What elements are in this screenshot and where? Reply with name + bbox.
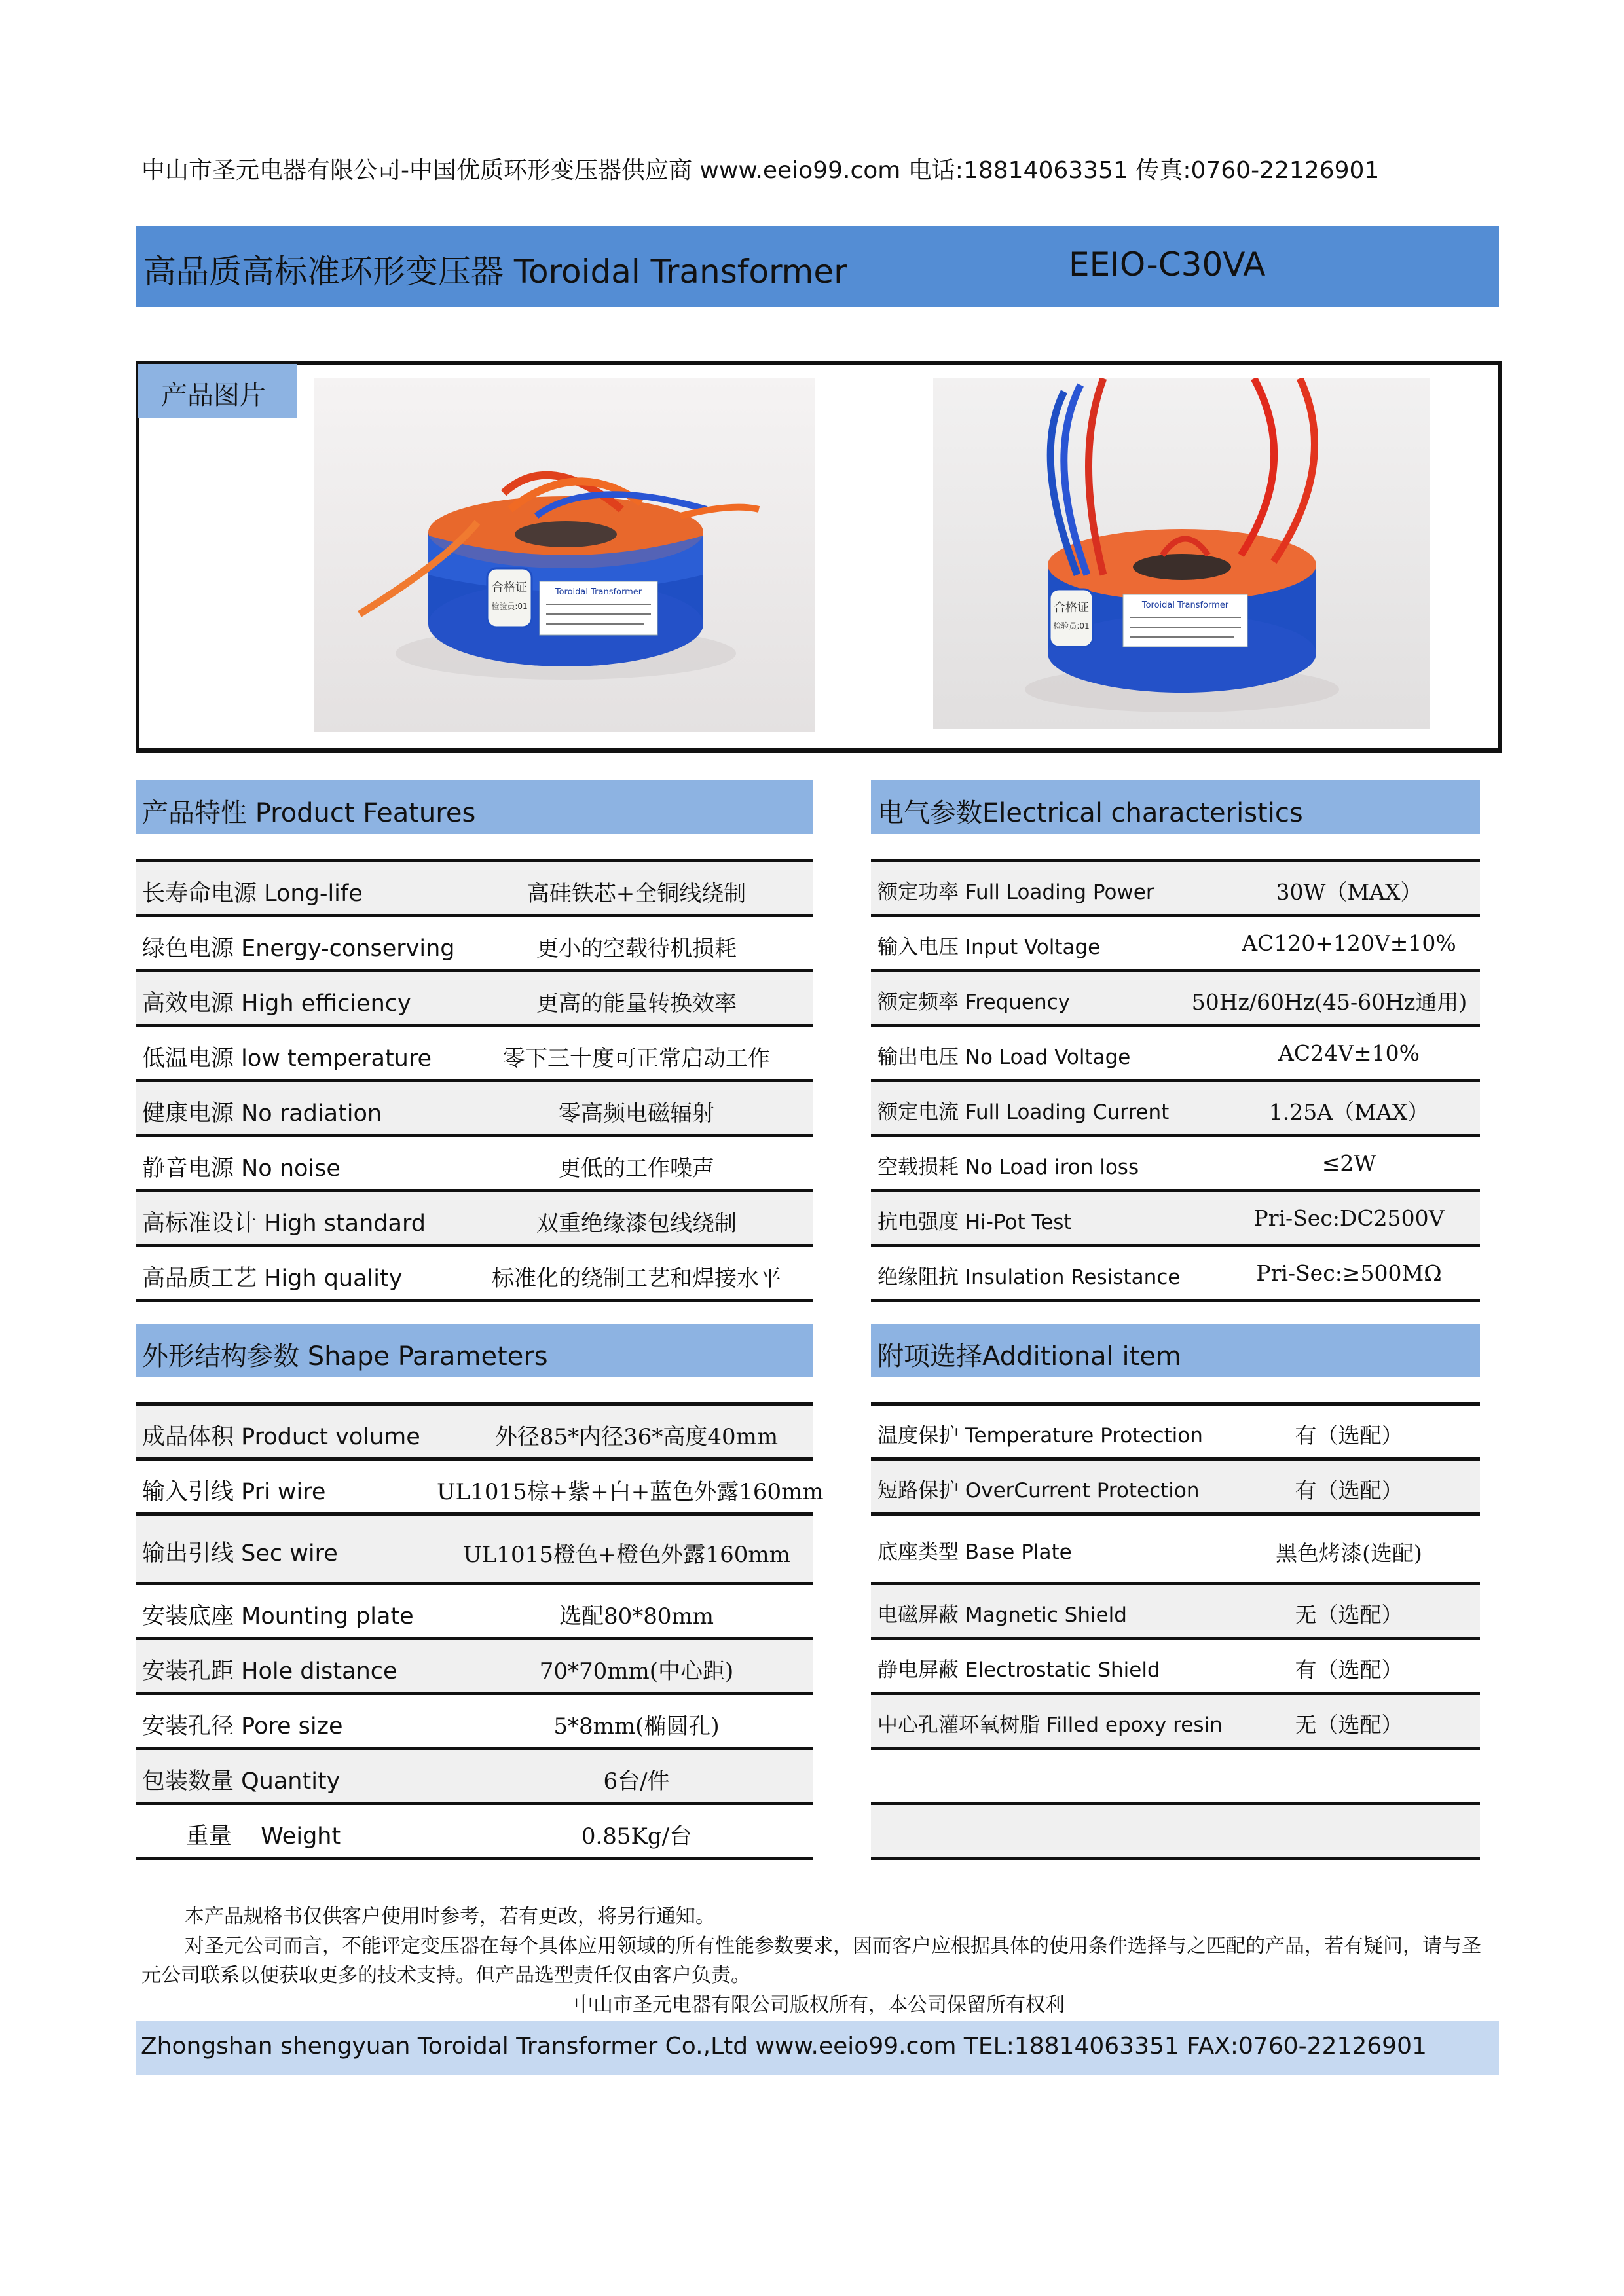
electrical-title: 电气参数Electrical characteristics bbox=[877, 798, 1303, 828]
electrical-table bbox=[871, 859, 1480, 1302]
table-row bbox=[136, 1247, 813, 1302]
copyright-line: 中山市圣元电器有限公司版权所有，本公司保留所有权利 bbox=[574, 1994, 1065, 2016]
features-section-header bbox=[136, 780, 813, 834]
table-row bbox=[871, 1750, 1480, 1805]
table-row bbox=[871, 862, 1480, 917]
row-label: 空载损耗 No Load iron loss bbox=[877, 1156, 1139, 1179]
row-label: 绝缘阻抗 Insulation Resistance bbox=[877, 1266, 1181, 1289]
row-value: 高硅铁芯+全铜线绕制 bbox=[526, 881, 747, 907]
row-value: 6台/件 bbox=[603, 1768, 670, 1795]
row-value: 更小的空载待机损耗 bbox=[536, 936, 737, 962]
row-label: 短路保护 OverCurrent Protection bbox=[877, 1479, 1200, 1503]
table-row bbox=[871, 1461, 1480, 1516]
row-value: 30W（MAX） bbox=[1276, 879, 1422, 905]
row-value: 有（选配） bbox=[1295, 1657, 1403, 1683]
row-label: 抗电强度 Hi-Pot Test bbox=[877, 1211, 1072, 1234]
row-label: 高效电源 High efficiency bbox=[142, 991, 411, 1017]
toroidal-transformer-image bbox=[933, 378, 1430, 729]
row-value: 选配80*80mm bbox=[559, 1603, 714, 1630]
row-label: 额定频率 Frequency bbox=[877, 991, 1071, 1014]
qc-badge-text: 合格证 bbox=[1054, 601, 1089, 615]
footer-bar bbox=[136, 2021, 1499, 2075]
row-value: 零下三十度可正常启动工作 bbox=[503, 1046, 770, 1072]
row-value: 有（选配） bbox=[1295, 1423, 1403, 1448]
table-row bbox=[871, 917, 1480, 972]
table-row bbox=[871, 1406, 1480, 1461]
table-row bbox=[136, 1082, 813, 1137]
table-row bbox=[136, 862, 813, 917]
qc-badge-sub: 检验员:01 bbox=[1053, 621, 1090, 630]
table-row bbox=[871, 1247, 1480, 1302]
table-row bbox=[136, 1750, 813, 1805]
row-value: 更高的能量转换效率 bbox=[536, 991, 737, 1017]
row-value: 有（选配） bbox=[1295, 1478, 1403, 1503]
row-label: 低温电源 low temperature bbox=[142, 1046, 432, 1072]
row-value: UL1015橙色+橙色外露160mm bbox=[463, 1542, 790, 1568]
table-row bbox=[871, 1082, 1480, 1137]
table-row bbox=[136, 1137, 813, 1192]
disclaimer-notes bbox=[141, 1902, 1497, 2020]
row-value: 无（选配） bbox=[1295, 1602, 1403, 1628]
table-row bbox=[136, 1585, 813, 1640]
row-label: 安装孔径 Pore size bbox=[142, 1713, 343, 1740]
row-label: 安装孔距 Hole distance bbox=[142, 1658, 397, 1685]
row-label: 中心孔灌环氧树脂 Filled epoxy resin bbox=[877, 1713, 1223, 1737]
row-label: 输出电压 No Load Voltage bbox=[877, 1046, 1131, 1069]
row-value: 50Hz/60Hz(45-60Hz通用) bbox=[1191, 989, 1467, 1015]
row-value: 无（选配） bbox=[1295, 1712, 1403, 1738]
product-photo-left bbox=[314, 378, 815, 732]
shape-title: 外形结构参数 Shape Parameters bbox=[142, 1341, 548, 1372]
title-bar bbox=[136, 226, 1499, 307]
features-title: 产品特性 Product Features bbox=[142, 798, 476, 828]
row-label: 静音电源 No noise bbox=[142, 1156, 341, 1182]
shape-table bbox=[136, 1402, 824, 1860]
row-label: 高标准设计 High standard bbox=[142, 1211, 426, 1237]
row-value: 更低的工作噪声 bbox=[559, 1156, 714, 1182]
row-label: 包装数量 Quantity bbox=[142, 1768, 341, 1795]
electrical-section-header bbox=[871, 780, 1480, 834]
note-line-1: 本产品规格书仅供客户使用时参考，若有更改，将另行通知。 bbox=[185, 1905, 715, 1928]
table-row bbox=[136, 1027, 813, 1082]
row-value: AC120+120V±10% bbox=[1242, 930, 1456, 956]
row-label: 绿色电源 Energy-conserving bbox=[142, 936, 455, 962]
row-label: 健康电源 No radiation bbox=[142, 1101, 382, 1127]
table-row bbox=[136, 1406, 813, 1461]
row-label: 静电屏蔽 Electrostatic Shield bbox=[877, 1658, 1160, 1682]
table-row bbox=[871, 972, 1480, 1027]
row-label: 输入引线 Pri wire bbox=[142, 1479, 326, 1505]
photo-label-text: 产品图片 bbox=[161, 380, 266, 410]
row-label: 额定功率 Full Loading Power bbox=[877, 881, 1154, 904]
additional-section-header bbox=[871, 1324, 1480, 1377]
photo-section-label bbox=[138, 364, 297, 418]
table-row bbox=[871, 1192, 1480, 1247]
qc-badge-sub: 检验员:01 bbox=[491, 602, 528, 611]
product-title: 高品质高标准环形变压器 Toroidal Transformer bbox=[143, 253, 847, 291]
row-label: 底座类型 Base Plate bbox=[877, 1540, 1072, 1564]
table-row bbox=[871, 1695, 1480, 1750]
row-label: 长寿命电源 Long-life bbox=[142, 881, 363, 907]
row-value: 双重绝缘漆包线绕制 bbox=[536, 1211, 737, 1237]
row-label: 输入电压 Input Voltage bbox=[877, 936, 1101, 959]
row-label: 成品体积 Product volume bbox=[142, 1424, 420, 1450]
table-row bbox=[871, 1585, 1480, 1640]
shape-section-header bbox=[136, 1324, 813, 1377]
table-row bbox=[136, 917, 813, 972]
row-value: 5*8mm(椭圆孔) bbox=[553, 1713, 720, 1740]
toroidal-transformer-image bbox=[314, 378, 815, 732]
row-label: 输出引线 Sec wire bbox=[142, 1540, 338, 1567]
row-value: Pri-Sec:DC2500V bbox=[1253, 1205, 1445, 1231]
table-row bbox=[136, 1695, 813, 1750]
row-label: 重量 Weight bbox=[142, 1823, 341, 1850]
qc-badge-text: 合格证 bbox=[492, 581, 527, 594]
row-value: 外径85*内径36*高度40mm bbox=[494, 1424, 779, 1450]
row-value: ≤2W bbox=[1321, 1150, 1376, 1176]
row-value: 70*70mm(中心距) bbox=[539, 1658, 734, 1685]
table-row bbox=[871, 1027, 1480, 1082]
features-table bbox=[136, 859, 813, 1302]
table-row bbox=[136, 1805, 813, 1860]
row-value: Pri-Sec:≥500MΩ bbox=[1256, 1260, 1442, 1286]
table-row bbox=[871, 1805, 1480, 1860]
table-row bbox=[871, 1516, 1480, 1585]
table-row bbox=[136, 972, 813, 1027]
table-row bbox=[871, 1137, 1480, 1192]
row-value: 标准化的绕制工艺和焊接水平 bbox=[492, 1266, 781, 1292]
row-value: 零高频电磁辐射 bbox=[559, 1101, 714, 1127]
row-value: 0.85Kg/台 bbox=[581, 1823, 692, 1850]
row-value: 1.25A（MAX） bbox=[1268, 1099, 1430, 1125]
row-label: 安装底座 Mounting plate bbox=[142, 1603, 414, 1630]
row-label: 高品质工艺 High quality bbox=[142, 1266, 403, 1292]
product-photo-right bbox=[933, 378, 1430, 729]
row-value: 黑色烤漆(选配) bbox=[1276, 1540, 1422, 1566]
row-label: 额定电流 Full Loading Current bbox=[877, 1101, 1170, 1124]
nameplate-text: Toroidal Transformer bbox=[1141, 600, 1229, 610]
note-line-2: 对圣元公司而言，不能评定变压器在每个具体应用领域的所有性能参数要求，因而客户应根据具体的使用条件选择与之匹配的产品，若有疑问，请与圣元公司联系以便获取更多的技术支持。但产品选型责任仅由客户负责。 bbox=[141, 1935, 1481, 1987]
row-value: AC24V±10% bbox=[1278, 1040, 1420, 1066]
additional-table bbox=[871, 1402, 1480, 1860]
model-number: EEIO-C30VA bbox=[1069, 246, 1266, 283]
nameplate-text: Toroidal Transformer bbox=[555, 587, 642, 597]
footer-text: Zhongshan shengyuan Toroidal Transformer Co.,Ltd www.eeio99.com TEL:18814063351 FAX:0760-22126901 bbox=[141, 2033, 1427, 2060]
row-label: 温度保护 Temperature Protection bbox=[877, 1424, 1203, 1448]
table-row bbox=[136, 1461, 824, 1516]
table-row bbox=[136, 1640, 813, 1695]
row-value: UL1015棕+紫+白+蓝色外露160mm bbox=[437, 1479, 824, 1505]
additional-title: 附项选择Additional item bbox=[877, 1341, 1181, 1372]
table-row bbox=[871, 1640, 1480, 1695]
table-row bbox=[136, 1192, 813, 1247]
row-label: 电磁屏蔽 Magnetic Shield bbox=[877, 1603, 1127, 1627]
company-header-line: 中山市圣元电器有限公司-中国优质环形变压器供应商 www.eeio99.com 电话:18814063351 传真:0760-22126901 bbox=[141, 157, 1380, 184]
table-row bbox=[136, 1516, 813, 1585]
